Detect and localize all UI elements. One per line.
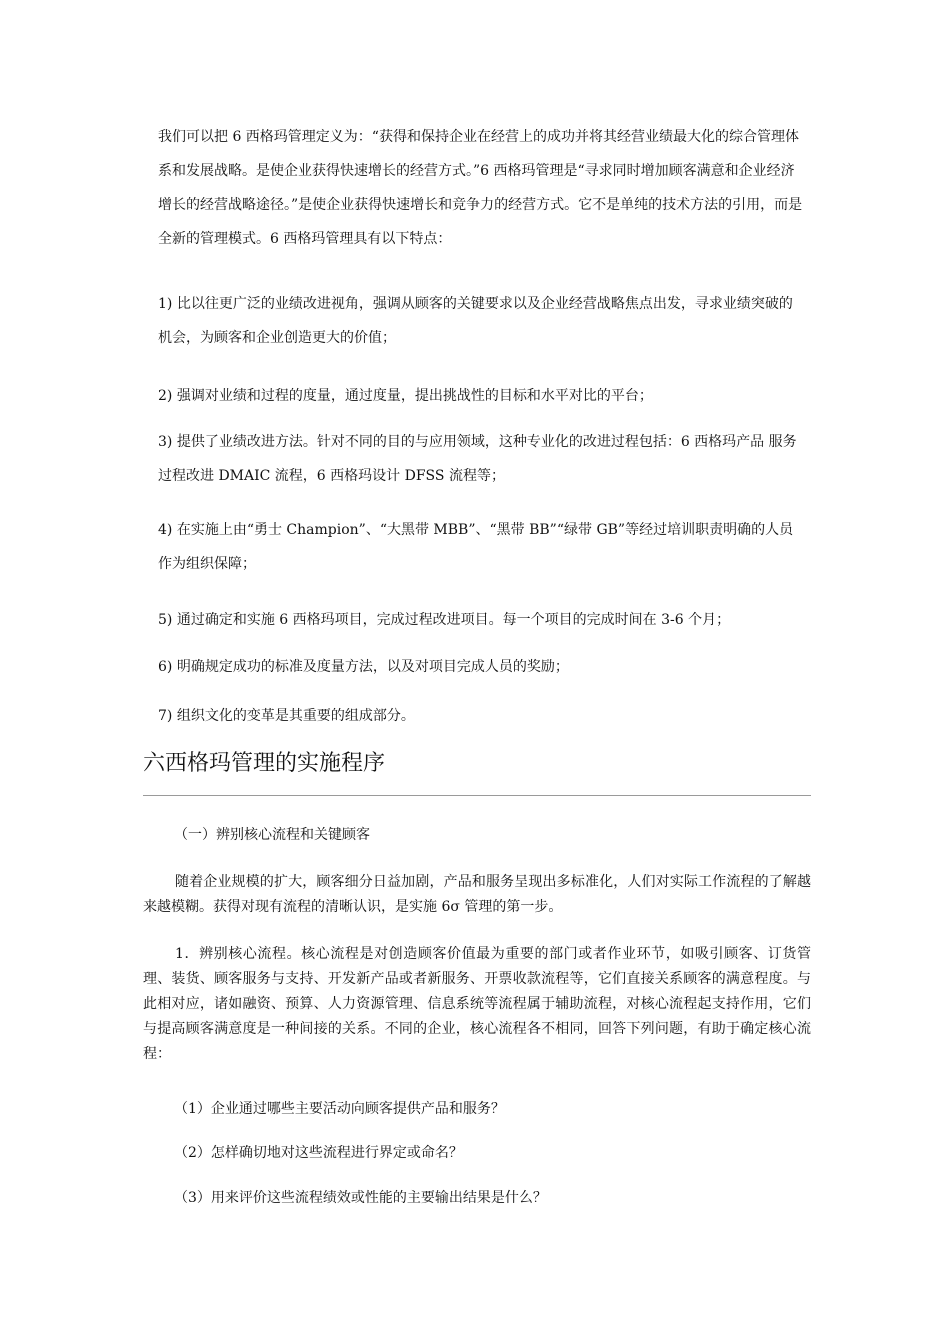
feature-item-5: 5) 通过确定和实施 6 西格玛项目，完成过程改进项目。每一个项目的完成时间在 3-6 个月；: [158, 612, 731, 628]
question-3: （3）用来评价这些流程绩效或性能的主要输出结果是什么？: [174, 1190, 547, 1206]
intro-paragraph: 我们可以把 6 西格玛管理定义为：“获得和保持企业在经营上的成功并将其经营业绩最大化的综合管理体系和发展战略。是使企业获得快速增长的经营方式。”6 西格玛管理是“寻求同时增加顾客满意和企业经济增长的经营战略途径。”是使企业获得快速增长和竞争力的经营方式。它不是单纯的技术方法的引用，而是全新的管理模式。6 西格玛管理具有以下特点：: [158, 129, 803, 247]
feature-item-2: 2) 强调对业绩和过程的度量，通过度量，提出挑战性的目标和水平对比的平台；: [158, 388, 653, 404]
section-paragraph-1: 随着企业规模的扩大，顾客细分日益加剧，产品和服务呈现出多标准化，人们对实际工作流程的了解越来越模糊。获得对现有流程的清晰认识，是实施 6σ 管理的第一步。: [143, 874, 811, 915]
question-1: （1）企业通过哪些主要活动向顾客提供产品和服务？: [174, 1101, 505, 1117]
section-paragraph-2: 1．辨别核心流程。核心流程是对创造顾客价值最为重要的部门或者作业环节，如吸引顾客、订货管理、装货、顾客服务与支持、开发新产品或者新服务、开票收款流程等，它们直接关系顾客的满意程度。与此相对应，诸如融资、预算、人力资源管理、信息系统等流程属于辅助流程，对核心流程起支持作用，它们与提高顾客满意度是一种间接的关系。不同的企业，核心流程各不相同，回答下列问题，有助于确定核心流程：: [143, 946, 811, 1062]
feature-item-1: 1) 比以往更广泛的业绩改进视角，强调从顾客的关键要求以及企业经营战略焦点出发，寻求业绩突破的机会，为顾客和企业创造更大的价值；: [158, 296, 793, 346]
feature-item-6: 6) 明确规定成功的标准及度量方法，以及对项目完成人员的奖励；: [158, 659, 569, 675]
feature-item-7: 7) 组织文化的变革是其重要的组成部分。: [158, 708, 415, 724]
subsection-heading: （一）辨别核心流程和关键顾客: [174, 827, 370, 843]
feature-item-3: 3) 提供了业绩改进方法。针对不同的目的与应用领域，这种专业化的改进过程包括：6 西格玛产品 服务过程改进 DMAIC 流程，6 西格玛设计 DFSS 流程等；: [158, 434, 797, 484]
question-2: （2）怎样确切地对这些流程进行界定或命名？: [174, 1145, 463, 1161]
section-heading: 六西格玛管理的实施程序: [143, 751, 386, 776]
feature-item-4: 4) 在实施上由“勇士 Champion”、“大黑带 MBB”、“黑带 BB”“绿带 GB”等经过培训职责明确的人员作为组织保障；: [158, 522, 794, 572]
heading-divider: [143, 795, 811, 796]
